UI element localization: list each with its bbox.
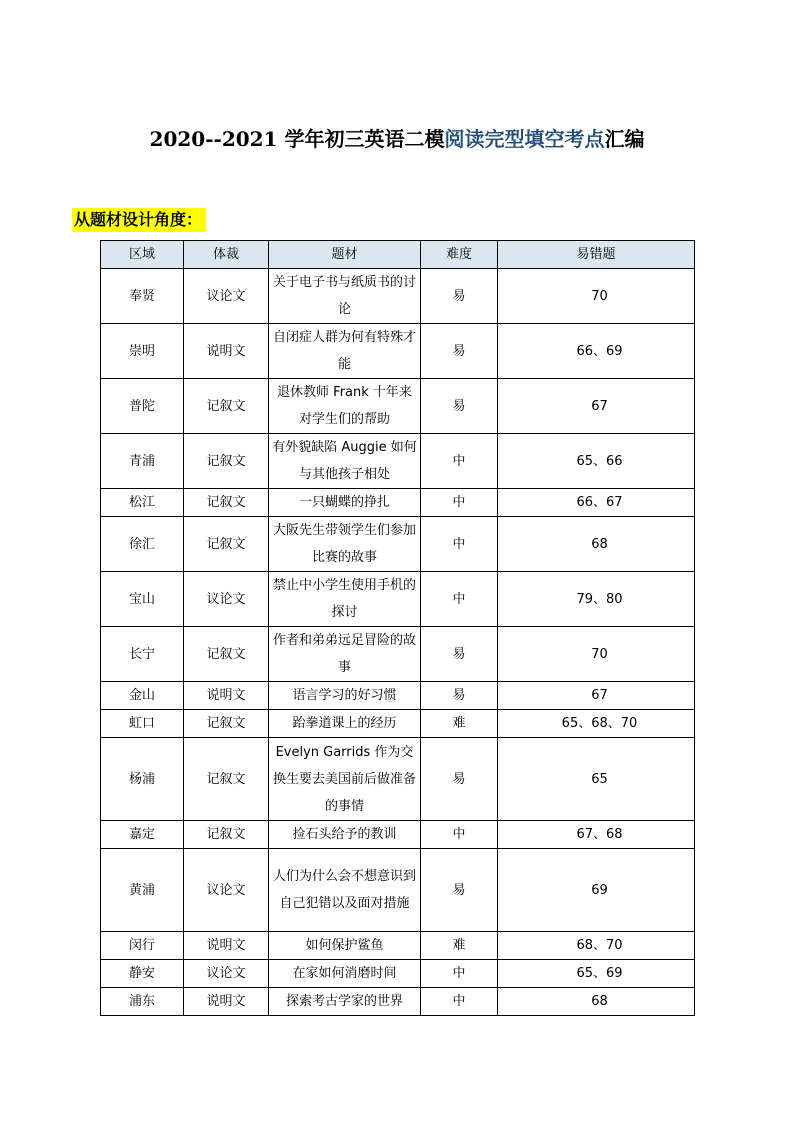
cell-region: 金山 <box>101 682 184 710</box>
topic-table <box>100 240 695 1016</box>
cell-region: 奉贤 <box>101 269 184 324</box>
table-row <box>101 434 695 489</box>
table-row <box>101 627 695 682</box>
cell-error-prone: 65 <box>498 738 695 821</box>
cell-region: 杨浦 <box>101 738 184 821</box>
cell-region: 黄浦 <box>101 849 184 932</box>
cell-topic: 退休教师 Frank 十年来对学生们的帮助 <box>269 379 421 434</box>
title-main: 2020--2021 学年初三英语二模 <box>149 127 445 151</box>
cell-error-prone: 66、67 <box>498 489 695 517</box>
title-tail: 汇编 <box>604 127 645 151</box>
cell-topic: 语言学习的好习惯 <box>269 682 421 710</box>
cell-genre: 议论文 <box>184 572 269 627</box>
cell-region: 青浦 <box>101 434 184 489</box>
cell-difficulty: 难 <box>421 932 498 960</box>
cell-region: 静安 <box>101 960 184 988</box>
cell-genre: 议论文 <box>184 849 269 932</box>
table-row <box>101 572 695 627</box>
cell-error-prone: 65、68、70 <box>498 710 695 738</box>
cell-difficulty: 易 <box>421 379 498 434</box>
cell-region: 闵行 <box>101 932 184 960</box>
cell-topic: 作者和弟弟远足冒险的故事 <box>269 627 421 682</box>
cell-topic: 大阪先生带领学生们参加比赛的故事 <box>269 517 421 572</box>
cell-error-prone: 65、69 <box>498 960 695 988</box>
table-row <box>101 988 695 1016</box>
cell-error-prone: 66、69 <box>498 324 695 379</box>
cell-genre: 说明文 <box>184 988 269 1016</box>
cell-region: 崇明 <box>101 324 184 379</box>
table-header-row <box>101 241 695 269</box>
cell-difficulty: 难 <box>421 710 498 738</box>
cell-genre: 说明文 <box>184 932 269 960</box>
cell-difficulty: 中 <box>421 434 498 489</box>
cell-topic: 关于电子书与纸质书的讨论 <box>269 269 421 324</box>
cell-error-prone: 67、68 <box>498 821 695 849</box>
cell-region: 长宁 <box>101 627 184 682</box>
cell-genre: 记叙文 <box>184 489 269 517</box>
cell-difficulty: 易 <box>421 324 498 379</box>
cell-topic: Evelyn Garrids 作为交换生要去美国前后做准备的事情 <box>269 738 421 821</box>
cell-error-prone: 68 <box>498 517 695 572</box>
section-heading: 从题材设计角度： <box>72 208 206 232</box>
cell-genre: 记叙文 <box>184 379 269 434</box>
cell-difficulty: 中 <box>421 821 498 849</box>
cell-difficulty: 中 <box>421 517 498 572</box>
cell-genre: 说明文 <box>184 324 269 379</box>
header-region: 区域 <box>101 241 184 269</box>
cell-difficulty: 易 <box>421 269 498 324</box>
cell-region: 宝山 <box>101 572 184 627</box>
cell-genre: 议论文 <box>184 269 269 324</box>
cell-error-prone: 68、70 <box>498 932 695 960</box>
table-row <box>101 489 695 517</box>
cell-region: 虹口 <box>101 710 184 738</box>
title-accent: 阅读完型填空考点 <box>444 127 605 151</box>
cell-topic: 跆拳道课上的经历 <box>269 710 421 738</box>
cell-topic: 探索考古学家的世界 <box>269 988 421 1016</box>
cell-topic: 人们为什么会不想意识到自己犯错以及面对措施 <box>269 849 421 932</box>
cell-region: 嘉定 <box>101 821 184 849</box>
cell-difficulty: 中 <box>421 960 498 988</box>
document-title <box>0 125 794 153</box>
cell-difficulty: 中 <box>421 489 498 517</box>
table-row <box>101 932 695 960</box>
cell-topic: 一只蝴蝶的挣扎 <box>269 489 421 517</box>
cell-genre: 记叙文 <box>184 738 269 821</box>
header-difficulty: 难度 <box>421 241 498 269</box>
cell-difficulty: 易 <box>421 849 498 932</box>
table-row <box>101 517 695 572</box>
cell-difficulty: 易 <box>421 738 498 821</box>
table-row <box>101 710 695 738</box>
cell-genre: 议论文 <box>184 960 269 988</box>
cell-genre: 说明文 <box>184 682 269 710</box>
cell-error-prone: 65、66 <box>498 434 695 489</box>
cell-difficulty: 易 <box>421 627 498 682</box>
cell-region: 浦东 <box>101 988 184 1016</box>
table-row <box>101 960 695 988</box>
table-row <box>101 821 695 849</box>
cell-topic: 如何保护鲨鱼 <box>269 932 421 960</box>
header-topic: 题材 <box>269 241 421 269</box>
cell-topic: 有外貌缺陷 Auggie 如何与其他孩子相处 <box>269 434 421 489</box>
cell-topic: 在家如何消磨时间 <box>269 960 421 988</box>
cell-error-prone: 79、80 <box>498 572 695 627</box>
cell-genre: 记叙文 <box>184 517 269 572</box>
table-row <box>101 324 695 379</box>
cell-error-prone: 70 <box>498 269 695 324</box>
table-row <box>101 379 695 434</box>
cell-genre: 记叙文 <box>184 434 269 489</box>
table-row <box>101 269 695 324</box>
cell-topic: 禁止中小学生使用手机的探讨 <box>269 572 421 627</box>
header-genre: 体裁 <box>184 241 269 269</box>
cell-error-prone: 69 <box>498 849 695 932</box>
cell-genre: 记叙文 <box>184 710 269 738</box>
cell-genre: 记叙文 <box>184 821 269 849</box>
cell-difficulty: 易 <box>421 682 498 710</box>
cell-region: 徐汇 <box>101 517 184 572</box>
cell-error-prone: 67 <box>498 682 695 710</box>
cell-error-prone: 70 <box>498 627 695 682</box>
header-error-prone: 易错题 <box>498 241 695 269</box>
cell-difficulty: 中 <box>421 988 498 1016</box>
cell-difficulty: 中 <box>421 572 498 627</box>
cell-region: 松江 <box>101 489 184 517</box>
cell-topic: 捡石头给予的教训 <box>269 821 421 849</box>
table-row <box>101 849 695 932</box>
table-row <box>101 682 695 710</box>
cell-error-prone: 67 <box>498 379 695 434</box>
cell-error-prone: 68 <box>498 988 695 1016</box>
cell-region: 普陀 <box>101 379 184 434</box>
cell-genre: 记叙文 <box>184 627 269 682</box>
cell-topic: 自闭症人群为何有特殊才能 <box>269 324 421 379</box>
table-row <box>101 738 695 821</box>
